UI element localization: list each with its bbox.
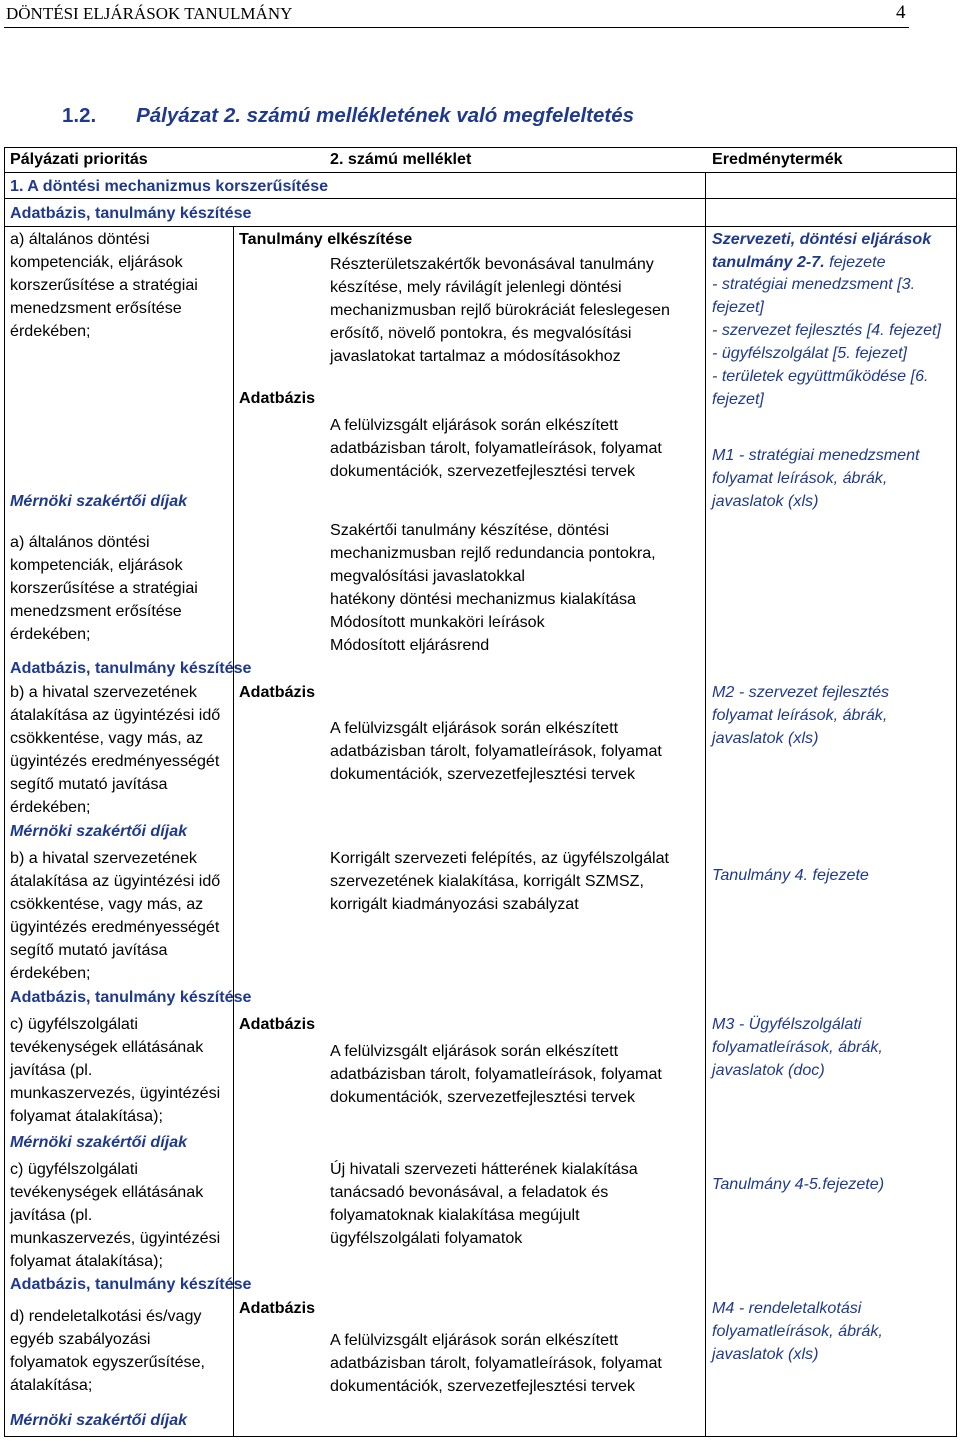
priority-c-text-repeat: c) ügyfélszolgálati tevékenységek ellátásának javítása (pl. munkaszervezés, ügyintézési folyamat átalakítása); [10, 1160, 221, 1270]
subheading-mernoki: Mérnöki szakértői díjak [10, 1133, 188, 1151]
table-border-left [4, 147, 5, 1437]
result-a-fejezete: fejezete [824, 253, 886, 271]
desc-adatbazis: A felülvizsgált eljárások során elkészített adatbázisban tárolt, folyamatleírások, folyamat dokumentációk, szervezetfejlesztési tervek [330, 1331, 662, 1395]
document-header: DÖNTÉSI ELJÁRÁSOK TANULMÁNY [6, 4, 293, 23]
label-tanulmany: Tanulmány elkészítése [239, 230, 413, 248]
section-title [62, 104, 634, 128]
subheading-mernoki: Mérnöki szakértői díjak [10, 492, 188, 510]
column-divider [233, 226, 234, 1437]
label-adatbazis: Adatbázis [239, 389, 316, 407]
priority-d-text: d) rendeletalkotási és/vagy egyéb szabályozási folyamatok egyszerűsítése, átalakítása; [10, 1307, 206, 1394]
desc-adatbazis: A felülvizsgált eljárások során elkészített adatbázisban tárolt, folyamatleírások, folyamat dokumentációk, szervezetfejlesztési tervek [330, 1042, 662, 1106]
result-m3: M3 - Ügyfélszolgálati folyamatleírások, ábrák, javaslatok (doc) [712, 1015, 883, 1079]
subheading-mernoki: Mérnöki szakértői díjak [10, 822, 188, 840]
label-adatbazis: Adatbázis [239, 1299, 316, 1317]
result-a-title [712, 228, 931, 274]
desc-c-mernoki: Új hivatali szervezeti hátterének kialakítása tanácsadó bevonásával, a feladatok és folyamatoknak kialakítása megújult ügyfélszolgálati folyamatok [330, 1160, 638, 1247]
label-adatbazis: Adatbázis [239, 1015, 316, 1033]
row-divider [4, 172, 957, 173]
result-a-bold: Szervezeti, döntési eljárások tanulmány 2-7. [712, 230, 932, 271]
priority-a-text: a) általános döntési kompetenciák, eljárások korszerűsítése a stratégiai menedzsment erősítése érdekében; [10, 230, 198, 340]
desc-tanulmany: Részterületszakértők bevonásával tanulmány készítése, mely rávilágít jelenlegi döntési mechanizmusban rejlő bürokráciát feleslegesen erősítő, növelő pontokra, és megvalósítási javaslatokat tartalmaz a módosításokhoz [330, 255, 670, 365]
result-a-list: - stratégiai menedzsment [3. fejezet] - szervezet fejlesztés [4. fejezet] - ügyfélszolgálat [5. fejezet] - területek együttműködése [6. fejezet] [712, 275, 941, 408]
section-title-text: Pályázat 2. számú mellékletének való megfeleltetés [136, 104, 635, 127]
priority-c-text: c) ügyfélszolgálati tevékenységek ellátásának javítása (pl. munkaszervezés, ügyintézési folyamat átalakítása); [10, 1015, 221, 1125]
page-number: 4 [896, 2, 906, 23]
priority-b-text: b) a hivatal szervezetének átalakítása az ügyintézési idő csökkentése, vagy más, az ügyintézés eredményességét segítő mutató javítása érdekében; [10, 683, 221, 816]
subheading-adatbazis: Adatbázis, tanulmány készítése [10, 204, 252, 222]
col-header-annex: 2. számú melléklet [330, 150, 472, 168]
priority-title: 1. A döntési mechanizmus korszerűsítése [10, 177, 329, 195]
result-m1: M1 - stratégiai menedzsment folyamat leírások, ábrák, javaslatok (xls) [712, 446, 920, 510]
table-border-right [956, 147, 957, 1437]
result-m2: M2 - szervezet fejlesztés folyamat leírások, ábrák, javaslatok (xls) [712, 683, 890, 747]
desc-adatbazis: A felülvizsgált eljárások során elkészített adatbázisban tárolt, folyamatleírások, folyamat dokumentációk, szervezetfejlesztési tervek [330, 719, 662, 783]
desc-adatbazis: A felülvizsgált eljárások során elkészített adatbázisban tárolt, folyamatleírások, folyamat dokumentációk, szervezetfejlesztési tervek [330, 416, 662, 480]
column-divider [705, 172, 706, 227]
subheading-adatbazis: Adatbázis, tanulmány készítése [10, 1275, 252, 1293]
subheading-adatbazis: Adatbázis, tanulmány készítése [10, 659, 252, 677]
section-number: 1.2. [62, 104, 97, 127]
desc-a-mernoki: Szakértői tanulmány készítése, döntési mechanizmusban rejlő redundancia pontokra, megvalósítási javaslatokkal hatékony döntési mechanizmus kialakítása Módosított munkaköri leírások Módosított eljárásrend [330, 521, 656, 654]
row-divider [4, 198, 957, 199]
priority-b-text-repeat: b) a hivatal szervezetének átalakítása az ügyintézési idő csökkentése, vagy más, az ügyintézés eredményességét segítő mutató javítása érdekében; [10, 849, 221, 982]
result-m4: M4 - rendeletalkotási folyamatleírások, ábrák, javaslatok (xls) [712, 1299, 883, 1363]
table-border-bottom [4, 1436, 957, 1437]
label-adatbazis: Adatbázis [239, 683, 316, 701]
result-t4: Tanulmány 4. fejezete [712, 866, 869, 884]
col-header-priority: Pályázati prioritás [10, 150, 148, 168]
result-t45: Tanulmány 4-5.fejezete) [712, 1175, 885, 1193]
desc-b-mernoki: Korrigált szervezeti felépítés, az ügyfélszolgálat szervezetének kialakítása, korrigált SZMSZ, korrigált kiadmányozási szabályzat [330, 849, 670, 913]
priority-a-text-repeat: a) általános döntési kompetenciák, eljárások korszerűsítése a stratégiai menedzsment erősítése érdekében; [10, 533, 198, 643]
row-divider [4, 226, 957, 227]
subheading-adatbazis: Adatbázis, tanulmány készítése [10, 988, 252, 1006]
column-divider [705, 226, 706, 1437]
header-rule [4, 27, 909, 28]
subheading-mernoki: Mérnöki szakértői díjak [10, 1411, 188, 1429]
col-header-result: Eredménytermék [712, 150, 843, 168]
